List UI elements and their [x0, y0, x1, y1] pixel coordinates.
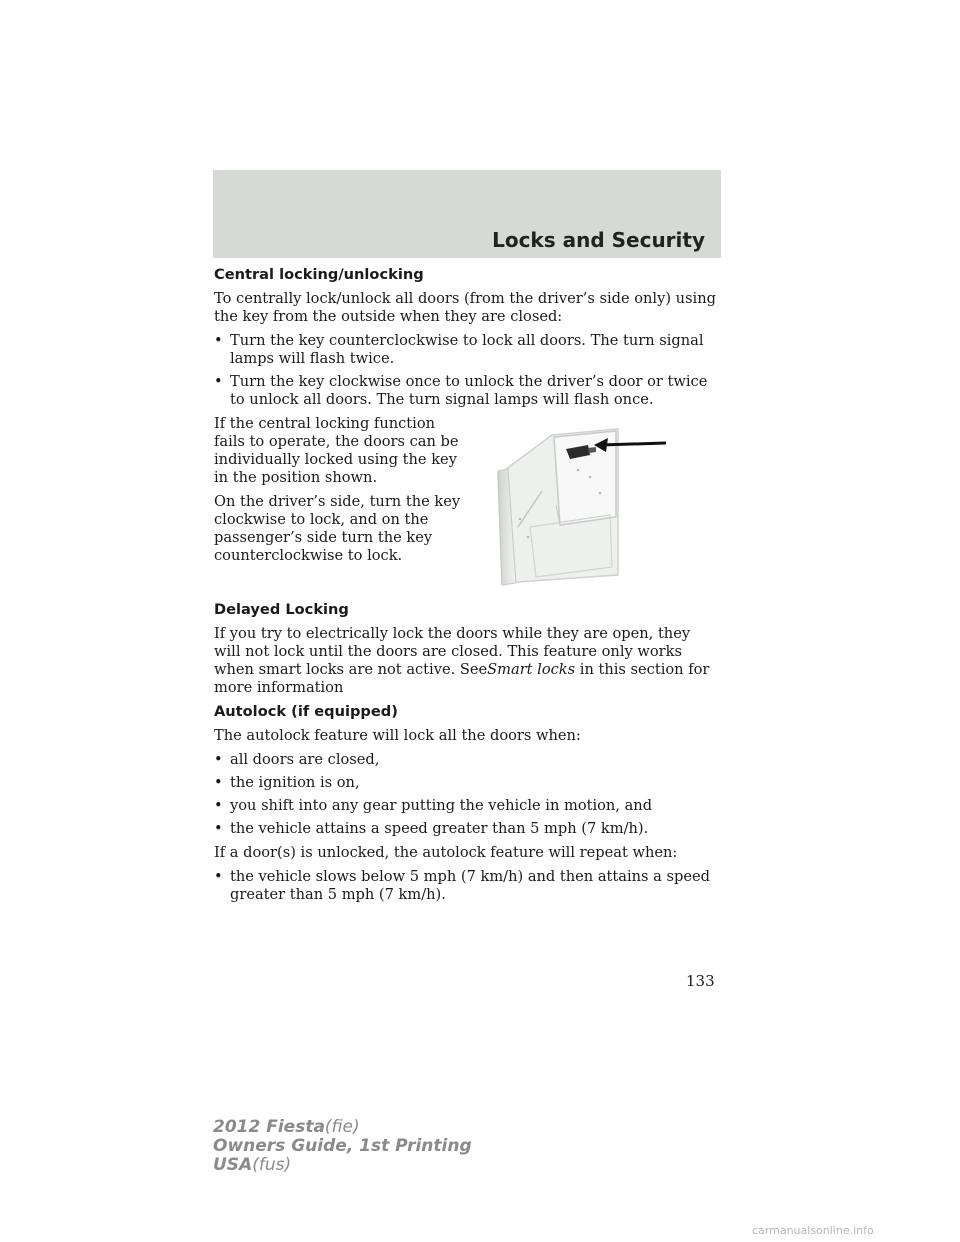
- watermark: carmanualsonline.info: [752, 1224, 874, 1237]
- list-item: • Turn the key clockwise once to unlock the driver’s door or twice to unlock all doors. The turn signal lamps will flash once.: [214, 373, 720, 409]
- central-locking-intro: To centrally lock/unlock all doors (from the driver’s side only) using the key from the outside when they are closed:: [214, 290, 716, 325]
- delayed-locking-heading: Delayed Locking: [214, 601, 349, 618]
- driver-side-text: On the driver’s side, turn the key clockwise to lock, and on the passenger’s side turn the key counterclockwise to lock.: [214, 493, 461, 564]
- smart-locks-reference: Smart locks: [487, 661, 576, 678]
- delayed-locking-text: If you try to electrically lock the doors while they are open, they will not lock until the doors are closed. This feature only works when smart locks are not active. SeeSmart locks in this section for more information: [214, 625, 710, 696]
- footer-line-market: USA(fus): [213, 1155, 292, 1175]
- list-item: • the ignition is on,: [214, 774, 720, 792]
- central-locking-heading: Central locking/unlocking: [214, 266, 424, 283]
- section-header-band: [213, 170, 721, 258]
- list-item: • Turn the key counterclockwise to lock all doors. The turn signal lamps will flash twice.: [214, 332, 720, 368]
- autolock-heading: Autolock (if equipped): [214, 703, 398, 720]
- autolock-intro: The autolock feature will lock all the doors when:: [214, 727, 581, 744]
- autolock-repeat-list: [214, 868, 720, 904]
- central-locking-figure-section: [214, 415, 720, 587]
- list-item: • all doors are closed,: [214, 751, 720, 769]
- door-lock-key-illustration: [490, 415, 690, 587]
- page-number: 133: [686, 972, 715, 990]
- list-item: • you shift into any gear putting the vehicle in motion, and: [214, 797, 720, 815]
- figure-text-column: [214, 415, 464, 571]
- list-item: • the vehicle slows below 5 mph (7 km/h) and then attains a speed greater than 5 mph (7 km/h).: [214, 868, 720, 904]
- autolock-list: [214, 751, 720, 838]
- central-locking-list: [214, 332, 720, 409]
- list-item: • the vehicle attains a speed greater than 5 mph (7 km/h).: [214, 820, 720, 838]
- autolock-repeat-intro: If a door(s) is unlocked, the autolock feature will repeat when:: [214, 844, 678, 861]
- footer-line-edition: Owners Guide, 1st Printing: [213, 1136, 472, 1156]
- central-fail-text: If the central locking function fails to operate, the doors can be individually locked using the key in the position shown.: [214, 415, 459, 486]
- footer-line-model: 2012 Fiesta(fie): [213, 1117, 360, 1137]
- section-title: Locks and Security: [492, 228, 705, 252]
- page-content: [214, 266, 720, 910]
- document-footer: [213, 1118, 472, 1175]
